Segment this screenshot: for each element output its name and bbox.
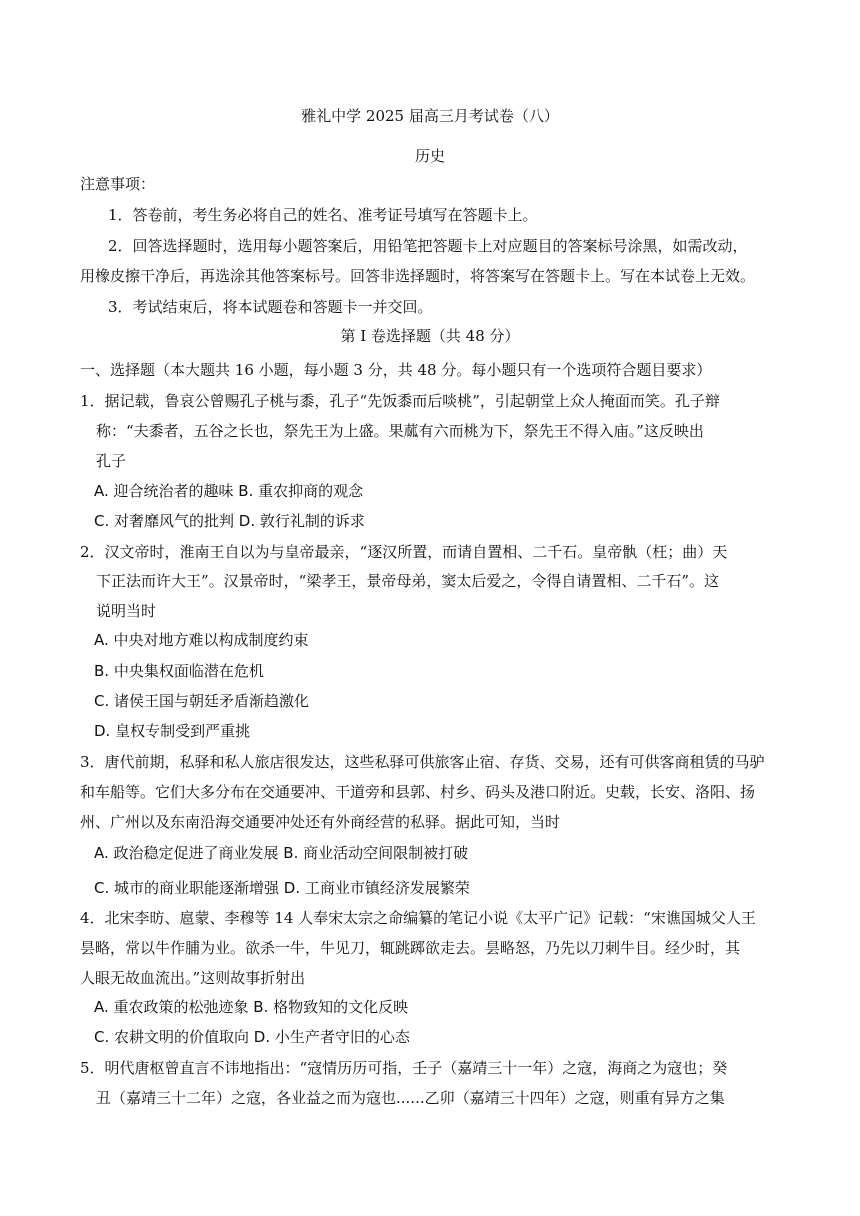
question-4-options-ab: A. 重农政策的松弛迹象 B. 格物致知的文化反映 — [94, 998, 409, 1016]
question-2-option-b: B. 中央集权面临潜在危机 — [94, 662, 264, 680]
question-4-line-1: 4．北宋李昉、扈蒙、李穆等 14 人奉宋太宗之命编纂的笔记小说《太平广记》记载：“宋谯国城父人王 — [80, 909, 756, 927]
question-2-line-2: 下正法而许大王”。汉景帝时，“梁孝王，景帝母弟，窦太后爱之，令得自请置相、二千石”。这 — [96, 572, 720, 590]
question-1-options-ab: A. 迎合统治者的趣味 B. 重农抑商的观念 — [94, 482, 364, 500]
section-title: 第 I 卷选择题（共 48 分） — [340, 327, 520, 345]
notice-item-3: 3．考试结束后，将本试题卷和答题卡一并交回。 — [108, 298, 433, 316]
question-1-line-1: 1．据记载，鲁哀公曾赐孔子桃与黍，孔子“先饭黍而后啖桃”，引起朝堂上众人掩面而笑。孔子辩 — [80, 392, 720, 410]
question-1-line-3: 孔子 — [96, 452, 127, 470]
question-4-line-3: 人眼无故血流出。”这则故事折射出 — [80, 969, 306, 987]
subject-title: 历史 — [414, 147, 445, 165]
question-3-options-ab: A. 政治稳定促进了商业发展 B. 商业活动空间限制被打破 — [94, 844, 469, 862]
question-4-options-cd: C. 农耕文明的价值取向 D. 小生产者守旧的心态 — [94, 1028, 410, 1046]
question-2-option-c: C. 诸侯王国与朝廷矛盾渐趋激化 — [94, 692, 310, 710]
question-5-line-2: 丑（嘉靖三十二年）之寇，各业益之而为寇也......乙卯（嘉靖三十四年）之寇，则重有异方之集 — [96, 1089, 725, 1107]
question-3-line-2: 和车船等。它们大多分布在交通要冲、干道旁和县郭、村乡、码头及港口附近。史载，长安、洛阳、扬 — [80, 783, 756, 801]
question-1-options-cd: C. 对奢靡风气的批判 D. 敦行礼制的诉求 — [94, 512, 365, 530]
question-3-options-cd: C. 城市的商业职能逐渐增强 D. 工商业市镇经济发展繁荣 — [94, 879, 470, 897]
question-3-line-3: 州、广州以及东南沿海交通要冲处还有外商经营的私驿。据此可知，当时 — [80, 813, 561, 831]
notice-item-2-line-1: 2．回答选择题时，选用每小题答案后，用铅笔把答题卡上对应题目的答案标号涂黑，如需改动， — [108, 237, 748, 255]
section-instruction: 一、选择题（本大题共 16 小题，每小题 3 分，共 48 分。每小题只有一个选项符合题目要求） — [80, 361, 712, 379]
notice-item-1: 1．答卷前，考生务必将自己的姓名、准考证号填写在答题卡上。 — [108, 206, 538, 224]
question-4-line-2: 昙略，常以牛作脯为业。欲杀一牛，牛见刀，辄跳踯欲走去。昙略怒，乃先以刀刺牛目。经少时，其 — [80, 939, 741, 957]
question-1-line-2: 称：“夫黍者，五谷之长也，祭先王为上盛。果蓏有六而桃为下，祭先王不得入庙。”这反映出 — [96, 422, 704, 440]
question-2-line-3: 说明当时 — [96, 602, 157, 620]
question-2-option-d: D. 皇权专制受到严重挑 — [94, 722, 251, 740]
exam-title: 雅礼中学 2025 届高三月考试卷（八） — [301, 107, 559, 125]
notice-heading: 注意事项： — [80, 175, 156, 193]
question-5-line-1: 5．明代唐枢曾直言不讳地指出：“寇情历历可指，壬子（嘉靖三十一年）之寇，海商之为寇也；癸 — [80, 1059, 728, 1077]
notice-item-2-line-2: 用橡皮擦干净后，再选涂其他答案标号。回答非选择题时，将答案写在答题卡上。写在本试卷上无效。 — [80, 267, 756, 285]
question-2-option-a: A. 中央对地方难以构成制度约束 — [94, 631, 309, 649]
question-2-line-1: 2．汉文帝时，淮南王自以为与皇帝最亲，“逐汉所置，而请自置相、二千石。皇帝骫（枉；曲）天 — [80, 543, 728, 561]
question-3-line-1: 3．唐代前期，私驿和私人旅店很发达，这些私驿可供旅客止宿、存货、交易，还有可供客商租赁的马驴 — [80, 753, 765, 771]
